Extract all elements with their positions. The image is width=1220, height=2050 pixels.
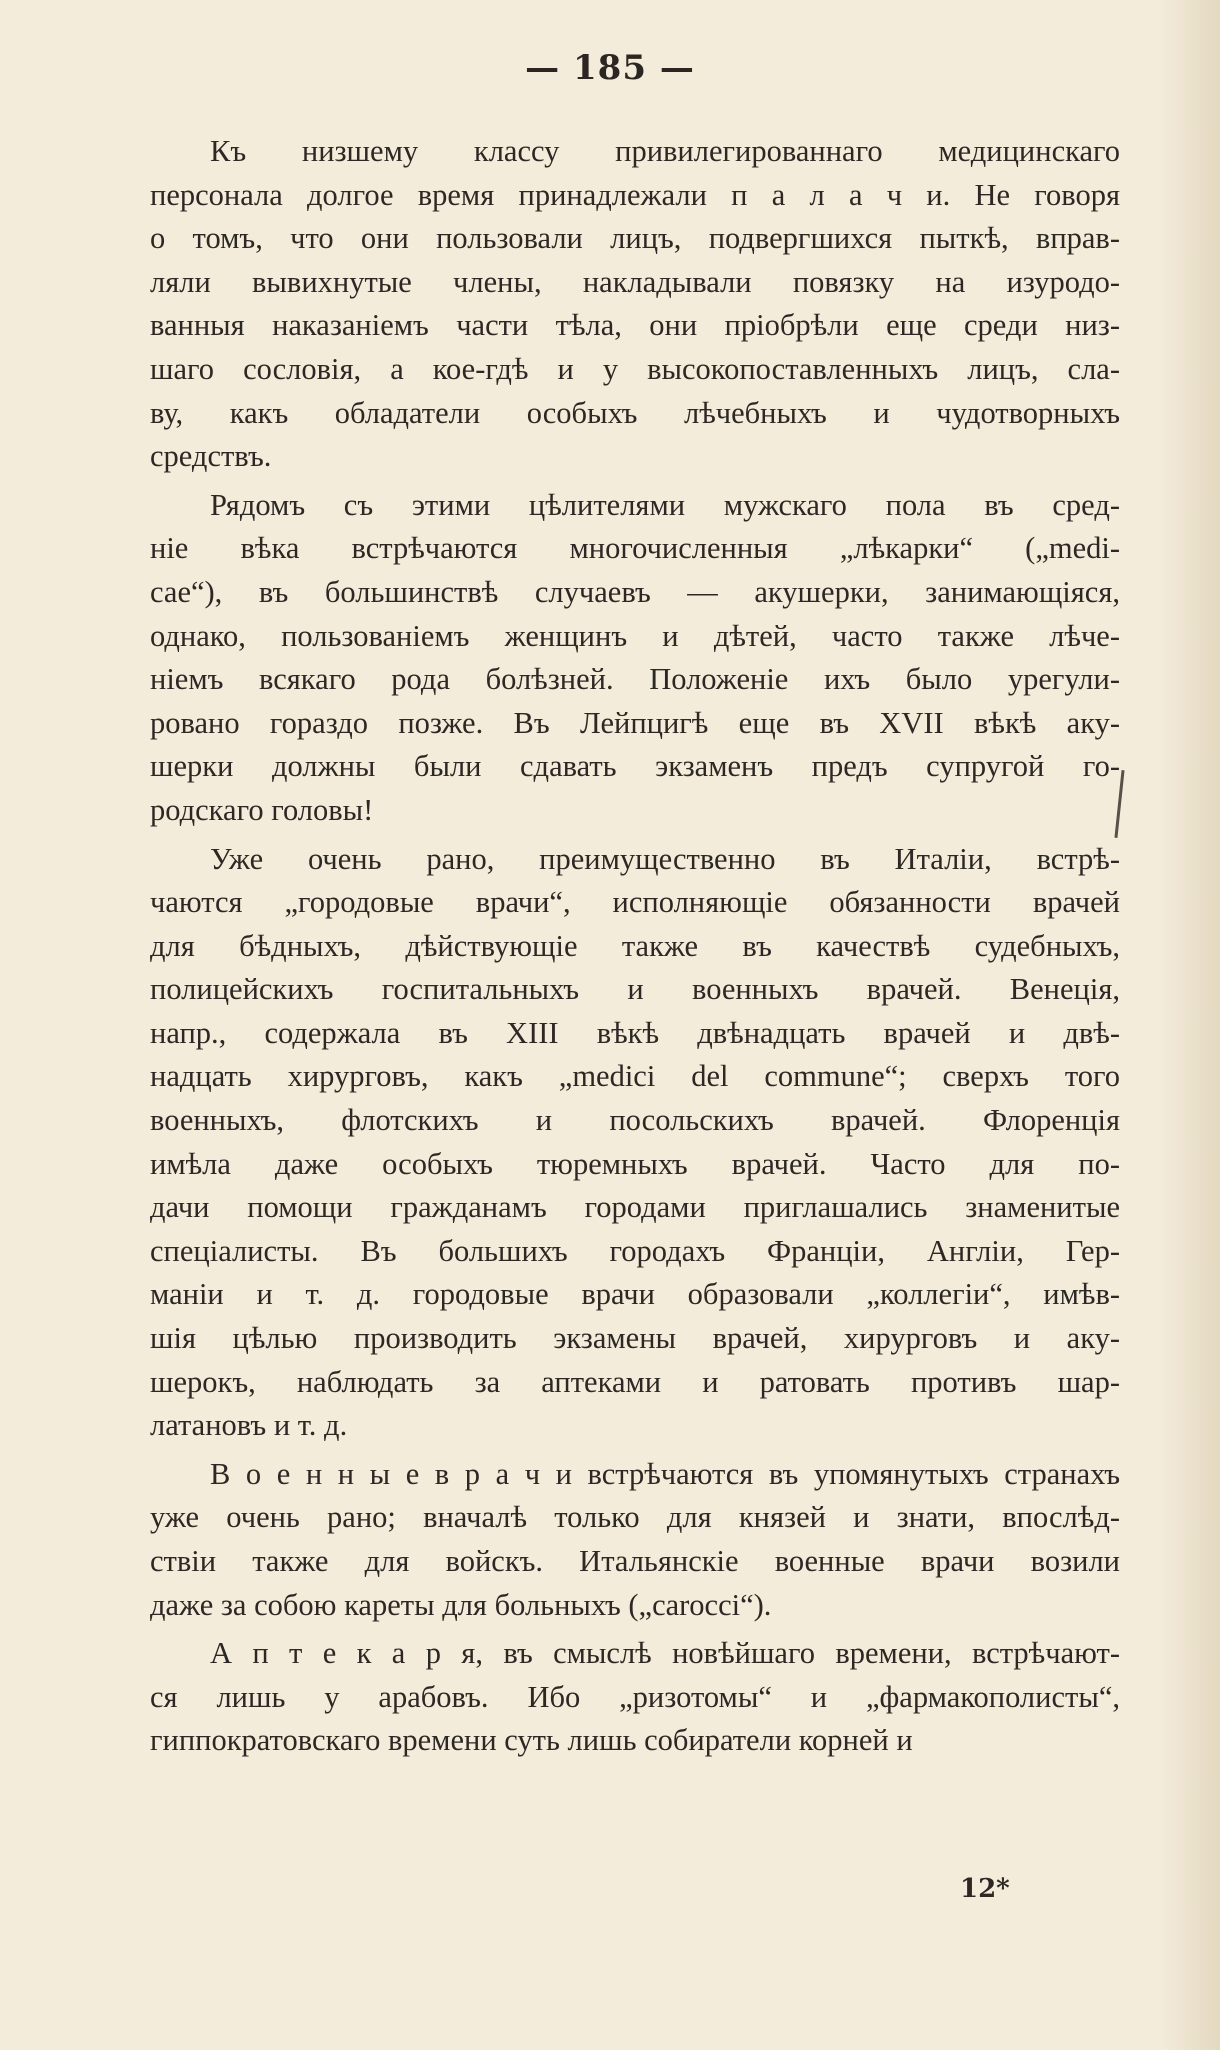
text-line: Уже очень рано, преимущественно въ Италіи, встрѣ- — [210, 841, 1120, 876]
text-line: военныхъ, флотскихъ и посольскихъ врачей. Флоренція — [150, 1103, 1120, 1138]
text-line: уже очень рано; вначалѣ только для князей и знати, впослѣд- — [150, 1500, 1120, 1535]
text-line: ніе вѣка встрѣчаются многочисленныя „лѣкарки“ („medi- — [150, 531, 1120, 566]
text-line: ву, какъ обладатели особыхъ лѣчебныхъ и чудотворныхъ — [150, 395, 1120, 430]
page-number: — 185 — — [525, 48, 695, 88]
text-line: шія цѣлью производить экзамены врачей, хирурговъ и аку- — [150, 1321, 1120, 1356]
text-line: шерокъ, наблюдать за аптеками и ратовать противъ шар- — [150, 1364, 1120, 1399]
text-line: даже за собою кареты для больныхъ („carocci“). — [150, 1587, 772, 1622]
paragraph — [150, 130, 1120, 479]
paragraph — [150, 838, 1120, 1448]
text-line: имѣла даже особыхъ тюремныхъ врачей. Часто для по- — [150, 1146, 1120, 1181]
body-text — [150, 130, 1120, 1763]
text-line: ніемъ всякаго рода болѣзней. Положеніе ихъ было урегули- — [150, 662, 1120, 697]
text-line: однако, пользованіемъ женщинъ и дѣтей, часто также лѣче- — [150, 618, 1120, 653]
text-line: латановъ и т. д. — [150, 1408, 348, 1443]
paragraph — [150, 1632, 1120, 1763]
text-line: полицейскихъ госпитальныхъ и военныхъ врачей. Венеція, — [150, 972, 1120, 1007]
text-line: шерки должны были сдавать экзаменъ предъ супругой го- — [150, 749, 1120, 784]
text-line: Къ низшему классу привилегированнаго медицинскаго — [210, 134, 1120, 168]
text-line: А п т е к а р я, въ смыслѣ новѣйшаго времени, встрѣчают- — [210, 1636, 1120, 1671]
text-line: сае“), въ большинствѣ случаевъ — акушерки, занимающіяся, — [150, 574, 1120, 609]
text-line: надцать хирурговъ, какъ „medici del commune“; сверхъ того — [150, 1059, 1120, 1094]
paragraph — [150, 1453, 1120, 1627]
text-line: для бѣдныхъ, дѣйствующіе также въ качествѣ судебныхъ, — [150, 928, 1120, 963]
text-line: ствіи также для войскъ. Итальянскіе военные врачи возили — [150, 1544, 1120, 1578]
text-line: дачи помощи гражданамъ городами приглашались знаменитые — [150, 1190, 1120, 1225]
paragraph — [150, 484, 1120, 833]
text-line: маніи и т. д. городовые врачи образовали „коллегіи“, имѣв- — [150, 1277, 1120, 1312]
text-line: гиппократовскаго времени суть лишь собиратели корней и — [150, 1723, 913, 1758]
text-line: ванныя наказаніемъ части тѣла, они пріобрѣли еще среди низ- — [150, 308, 1120, 343]
text-line: спеціалисты. Въ большихъ городахъ Франціи, Англіи, Гер- — [150, 1233, 1120, 1268]
text-line: ляли вывихнутые члены, накладывали повязку на изуродо- — [150, 264, 1120, 299]
text-line: Рядомъ съ этими цѣлителями мужскаго пола въ сред- — [210, 487, 1120, 522]
text-line: ровано гораздо позже. Въ Лейпцигѣ еще въ XVII вѣкѣ аку- — [150, 705, 1120, 740]
text-line: ся лишь у арабовъ. Ибо „ризотомы“ и „фармакополисты“, — [150, 1679, 1120, 1714]
signature-mark: 12* — [960, 1874, 1010, 1904]
text-line: о томъ, что они пользовали лицъ, подвергшихся пыткѣ, вправ- — [150, 221, 1120, 256]
text-line: чаются „городовые врачи“, исполняющіе обязанности врачей — [150, 885, 1120, 920]
text-line: персонала долгое время принадлежали п а л а ч и. Не говоря — [150, 177, 1120, 212]
text-line: родскаго головы! — [150, 792, 374, 827]
text-line: В о е н н ы е в р а ч и встрѣчаются въ упомянутыхъ странахъ — [210, 1456, 1120, 1491]
text-line: шаго сословія, а кое-гдѣ и у высокопоставленныхъ лицъ, сла- — [150, 351, 1120, 386]
text-line: средствъ. — [150, 439, 272, 474]
text-line: напр., содержала въ XIII вѣкѣ двѣнадцать врачей и двѣ- — [150, 1015, 1120, 1050]
